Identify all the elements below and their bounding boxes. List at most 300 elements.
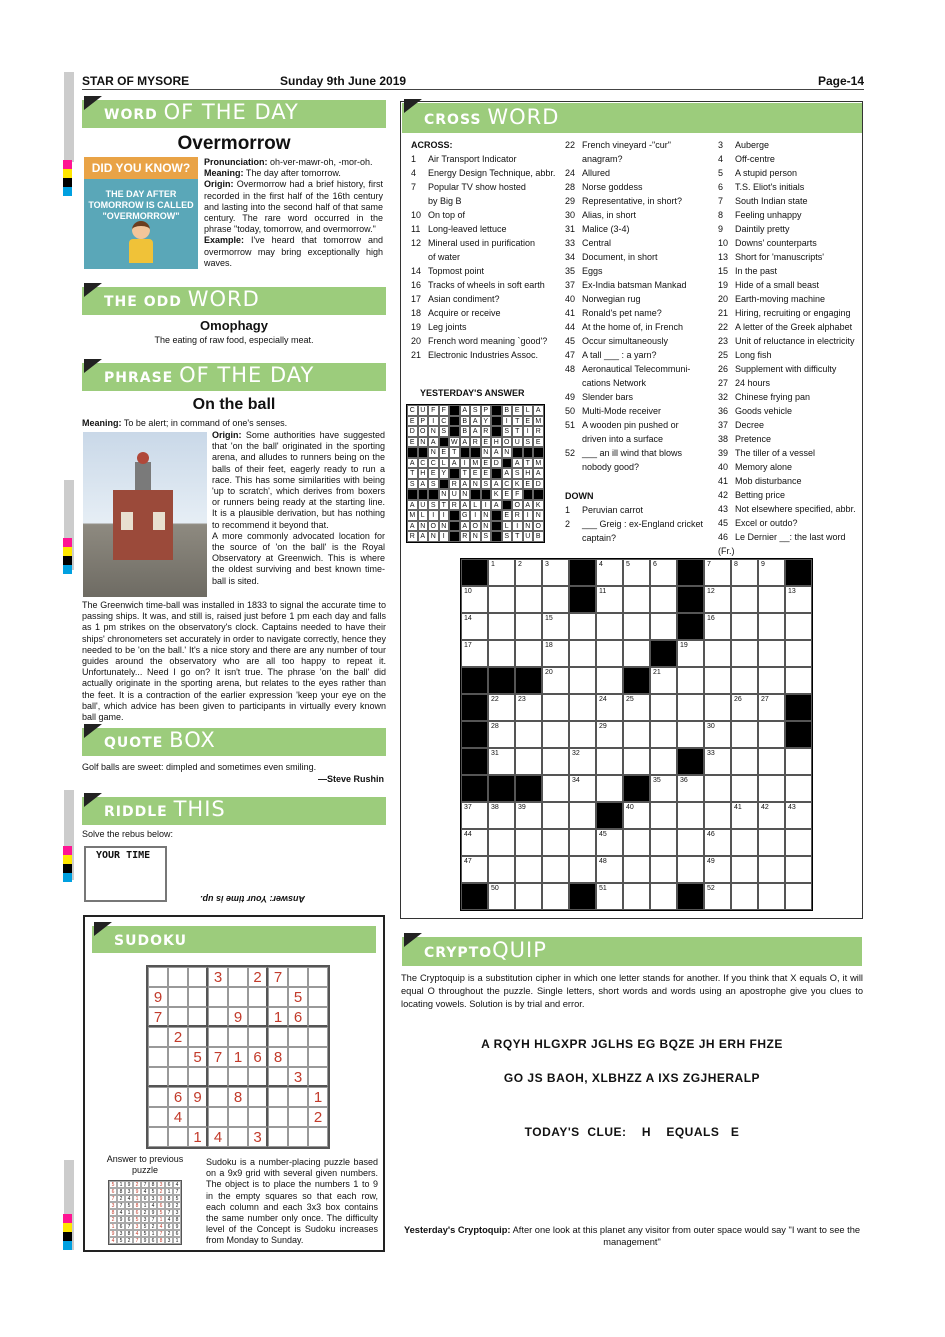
crossword-cell[interactable]	[569, 856, 596, 883]
answer-cell	[533, 489, 544, 500]
crossword-cell[interactable]	[704, 694, 731, 721]
sudoku-cell[interactable]	[308, 1127, 328, 1147]
phrase-title: On the ball	[192, 396, 276, 413]
crossword-cell[interactable]	[758, 586, 785, 613]
crossword-cell[interactable]	[596, 748, 623, 775]
clue: 21 Hiring, recruiting or engaging	[718, 308, 851, 318]
sudoku-grid[interactable]	[146, 965, 330, 1149]
crossword-cell[interactable]	[677, 856, 704, 883]
crossword-cell[interactable]	[785, 856, 812, 883]
crossword-cell[interactable]	[596, 640, 623, 667]
crossword-cell[interactable]: 10	[461, 586, 488, 613]
sudoku-cell[interactable]	[148, 1067, 168, 1087]
sudoku-cell[interactable]	[148, 1107, 168, 1127]
sudoku-cell[interactable]	[268, 1107, 288, 1127]
answer-cell: K	[491, 489, 502, 500]
crossword-cell[interactable]	[596, 667, 623, 694]
sudoku-cell[interactable]	[148, 1087, 168, 1107]
crossword-cell[interactable]	[785, 883, 812, 910]
sudoku-cell[interactable]	[268, 1127, 288, 1147]
crossword-cell[interactable]	[515, 829, 542, 856]
sudoku-cell[interactable]	[288, 1047, 308, 1067]
crossword-cell[interactable]	[731, 586, 758, 613]
crossword-cell[interactable]: 2	[515, 559, 542, 586]
crossword-cell[interactable]: 46	[704, 829, 731, 856]
crossword-cell[interactable]: 44	[461, 829, 488, 856]
crossword-cell[interactable]: 32	[569, 748, 596, 775]
sudoku-cell[interactable]	[208, 1107, 228, 1127]
sudoku-cell[interactable]: 3	[288, 1067, 308, 1087]
crossword-cell[interactable]	[650, 694, 677, 721]
sudoku-cell[interactable]: 2	[248, 967, 268, 987]
crossword-cell[interactable]	[731, 721, 758, 748]
crossword-cell[interactable]	[542, 586, 569, 613]
answer-cell: P	[481, 405, 492, 416]
answer-cell: 8	[109, 1209, 117, 1216]
crossword-cell[interactable]: 19	[677, 640, 704, 667]
crossword-cell[interactable]	[623, 829, 650, 856]
crossword-cell[interactable]	[731, 775, 758, 802]
crossword-cell[interactable]	[650, 829, 677, 856]
answer-cell: 8	[157, 1237, 165, 1244]
clue: 21 Electronic Industries Assoc.	[411, 350, 539, 360]
sudoku-cell[interactable]	[288, 1127, 308, 1147]
answer-cell: R	[533, 426, 544, 437]
sudoku-cell[interactable]	[248, 1067, 268, 1087]
sudoku-cell[interactable]	[228, 1107, 248, 1127]
crossword-cell[interactable]	[623, 586, 650, 613]
crossword-cell[interactable]	[731, 856, 758, 883]
sudoku-cell[interactable]: 7	[208, 1047, 228, 1067]
sudoku-cell[interactable]	[308, 1047, 328, 1067]
crossword-cell[interactable]	[785, 640, 812, 667]
crossword-cell[interactable]	[731, 667, 758, 694]
crossword-cell[interactable]	[758, 667, 785, 694]
crossword-cell[interactable]	[596, 613, 623, 640]
crossword-cell[interactable]	[650, 586, 677, 613]
clue: 45 Occur simultaneously	[565, 336, 669, 346]
sudoku-cell[interactable]	[168, 1067, 188, 1087]
answer-cell: 1	[165, 1188, 173, 1195]
crossword-cell[interactable]	[515, 721, 542, 748]
answer-cell: F	[428, 405, 439, 416]
crossword-cell[interactable]	[731, 829, 758, 856]
answer-cell	[449, 510, 460, 521]
crossword-cell[interactable]	[785, 613, 812, 640]
answer-cell: A	[491, 500, 502, 511]
answer-cell: E	[533, 437, 544, 448]
crossword-cell[interactable]	[677, 721, 704, 748]
crossword-cell[interactable]	[569, 721, 596, 748]
sudoku-cell[interactable]	[208, 987, 228, 1007]
crossword-cell[interactable]	[758, 856, 785, 883]
sudoku-cell[interactable]	[188, 967, 208, 987]
crossword-cell[interactable]: 11	[596, 586, 623, 613]
answer-cell: 9	[165, 1202, 173, 1209]
crossword-cell[interactable]: 22	[488, 694, 515, 721]
crossword-cell[interactable]: 15	[542, 613, 569, 640]
answer-cell: 2	[125, 1237, 133, 1244]
crossword-cell[interactable]: 26	[731, 694, 758, 721]
answer-cell: N	[523, 521, 534, 532]
crossword-cell[interactable]: 36	[677, 775, 704, 802]
answer-cell: S	[481, 479, 492, 490]
crossword-cell[interactable]: 43	[785, 802, 812, 829]
crossword-cell[interactable]: 33	[704, 748, 731, 775]
crossword-cell[interactable]: 24	[596, 694, 623, 721]
crossword-cell[interactable]	[569, 802, 596, 829]
sudoku-cell[interactable]	[288, 1027, 308, 1047]
crossword-cell[interactable]	[677, 829, 704, 856]
crossword-cell[interactable]	[650, 883, 677, 910]
sudoku-cell[interactable]	[228, 1027, 248, 1047]
sudoku-cell[interactable]: 9	[188, 1087, 208, 1107]
sudoku-cell[interactable]	[208, 1067, 228, 1087]
sudoku-cell[interactable]	[188, 1007, 208, 1027]
crossword-cell[interactable]: 41	[731, 802, 758, 829]
crossword-cell[interactable]	[785, 775, 812, 802]
crossword-cell[interactable]	[569, 667, 596, 694]
crossword-cell[interactable]	[758, 748, 785, 775]
sudoku-cell[interactable]	[148, 1027, 168, 1047]
crossword-cell[interactable]	[623, 883, 650, 910]
crossword-cell[interactable]	[569, 829, 596, 856]
clue: 42 Betting price	[718, 490, 786, 500]
answer-cell: 3	[165, 1237, 173, 1244]
black-square	[650, 640, 677, 667]
crossword-cell[interactable]	[650, 613, 677, 640]
crossword-cell[interactable]	[650, 802, 677, 829]
crossword-cell[interactable]: 27	[758, 694, 785, 721]
sudoku-cell[interactable]	[268, 1087, 288, 1107]
sudoku-cell[interactable]	[248, 1107, 268, 1127]
crossword-cell[interactable]	[650, 856, 677, 883]
clue: 40 Memory alone	[718, 462, 793, 472]
crossword-cell[interactable]	[650, 721, 677, 748]
crossword-cell[interactable]	[515, 883, 542, 910]
sudoku-cell[interactable]: 1	[188, 1127, 208, 1147]
crossword-grid[interactable]	[460, 558, 813, 911]
crossword-cell[interactable]: 9	[758, 559, 785, 586]
answer-cell: 9	[125, 1181, 133, 1188]
sudoku-cell[interactable]: 1	[308, 1087, 328, 1107]
crossword-cell[interactable]: 50	[488, 883, 515, 910]
sudoku-cell[interactable]	[168, 1007, 188, 1027]
answer-cell: 4	[141, 1188, 149, 1195]
sudoku-cell[interactable]	[148, 967, 168, 987]
crossword-cell[interactable]: 17	[461, 640, 488, 667]
crossword-cell[interactable]: 35	[650, 775, 677, 802]
crossword-cell[interactable]	[650, 748, 677, 775]
crossword-cell[interactable]: 49	[704, 856, 731, 883]
sudoku-cell[interactable]	[308, 1067, 328, 1087]
answer-cell: 3	[125, 1188, 133, 1195]
sudoku-cell[interactable]: 2	[308, 1107, 328, 1127]
sudoku-cell[interactable]: 6	[168, 1087, 188, 1107]
sudoku-cell[interactable]: 6	[288, 1007, 308, 1027]
crossword-cell[interactable]: 28	[488, 721, 515, 748]
crossword-cell[interactable]	[569, 694, 596, 721]
crossword-cell[interactable]	[758, 721, 785, 748]
answer-cell: A	[460, 437, 471, 448]
sudoku-cell[interactable]	[288, 1087, 308, 1107]
sudoku-cell[interactable]	[208, 1027, 228, 1047]
crossword-cell[interactable]: 21	[650, 667, 677, 694]
crossword-cell[interactable]: 31	[488, 748, 515, 775]
crossword-cell[interactable]	[515, 856, 542, 883]
sudoku-cell[interactable]	[268, 987, 288, 1007]
black-square	[677, 613, 704, 640]
crossword-cell[interactable]: 23	[515, 694, 542, 721]
crossword-cell[interactable]: 48	[596, 856, 623, 883]
answer-cell	[418, 447, 429, 458]
crossword-cell[interactable]	[758, 883, 785, 910]
sudoku-cell[interactable]: 8	[228, 1087, 248, 1107]
crossword-cell[interactable]	[623, 613, 650, 640]
crossword-cell[interactable]	[488, 613, 515, 640]
sudoku-cell[interactable]	[148, 1127, 168, 1147]
crossword-cell[interactable]: 4	[596, 559, 623, 586]
sudoku-cell[interactable]	[228, 967, 248, 987]
crossword-cell[interactable]	[704, 802, 731, 829]
crossword-cell[interactable]: 6	[650, 559, 677, 586]
crossword-cell[interactable]: 30	[704, 721, 731, 748]
crossword-cell[interactable]	[623, 721, 650, 748]
crossword-cell[interactable]	[623, 856, 650, 883]
sudoku-cell[interactable]: 4	[208, 1127, 228, 1147]
clue: 18 Acquire or receive	[411, 308, 501, 318]
sudoku-cell[interactable]	[308, 967, 328, 987]
rebus-box	[84, 846, 167, 902]
answer-cell: E	[407, 416, 418, 427]
crossword-cell[interactable]	[623, 748, 650, 775]
crossword-cell[interactable]	[542, 856, 569, 883]
sudoku-cell[interactable]	[288, 1107, 308, 1127]
sudoku-cell[interactable]	[308, 987, 328, 1007]
crossword-cell[interactable]	[677, 802, 704, 829]
crossword-cell[interactable]: 25	[623, 694, 650, 721]
sudoku-cell[interactable]	[168, 967, 188, 987]
clue: 31 Malice (3-4)	[565, 224, 630, 234]
crossword-cell[interactable]	[677, 667, 704, 694]
sudoku-cell[interactable]	[168, 1127, 188, 1147]
crossword-cell[interactable]: 12	[704, 586, 731, 613]
clue: 1 Air Transport Indicator	[411, 154, 517, 164]
rebus-text: YOUR TIME	[96, 850, 151, 861]
sudoku-cell[interactable]	[168, 1047, 188, 1067]
answer-cell: 8	[117, 1188, 125, 1195]
answer-cell: 9	[157, 1195, 165, 1202]
crossword-cell[interactable]: 16	[704, 613, 731, 640]
crossword-cell[interactable]	[542, 802, 569, 829]
crossword-cell[interactable]: 29	[596, 721, 623, 748]
answer-cell: E	[523, 416, 534, 427]
crossword-cell[interactable]: 42	[758, 802, 785, 829]
sudoku-cell[interactable]	[208, 1007, 228, 1027]
sudoku-cell[interactable]: 3	[248, 1127, 268, 1147]
black-square	[785, 694, 812, 721]
clue: 20 French word meaning `good'?	[411, 336, 548, 346]
sudoku-cell[interactable]	[308, 1007, 328, 1027]
clue: 41 Mob disturbance	[718, 476, 802, 486]
sudoku-cell[interactable]	[228, 1127, 248, 1147]
crossword-cell[interactable]: 37	[461, 802, 488, 829]
crossword-cell[interactable]	[515, 748, 542, 775]
black-square	[785, 559, 812, 586]
answer-cell: 1	[125, 1209, 133, 1216]
clue: 11 Long-leaved lettuce	[411, 224, 507, 234]
answer-cell: S	[428, 479, 439, 490]
sudoku-cell[interactable]	[168, 987, 188, 1007]
crossword-cell[interactable]	[542, 775, 569, 802]
crossword-cell[interactable]	[488, 586, 515, 613]
crossword-cell[interactable]	[488, 640, 515, 667]
crossword-cell[interactable]	[731, 748, 758, 775]
crossword-cell[interactable]: 39	[515, 802, 542, 829]
crossword-cell[interactable]	[596, 775, 623, 802]
crossword-cell[interactable]	[785, 748, 812, 775]
sudoku-cell[interactable]	[188, 987, 208, 1007]
crossword-cell[interactable]	[569, 613, 596, 640]
crossword-cell[interactable]: 52	[704, 883, 731, 910]
answer-cell: F	[439, 405, 450, 416]
sudoku-cell[interactable]	[188, 1107, 208, 1127]
sudoku-cell[interactable]	[248, 987, 268, 1007]
crossword-cell[interactable]: 18	[542, 640, 569, 667]
crossword-cell[interactable]: 14	[461, 613, 488, 640]
answer-cell: 3	[109, 1202, 117, 1209]
answer-cell: 2	[149, 1223, 157, 1230]
crossword-cell[interactable]: 20	[542, 667, 569, 694]
crossword-cell[interactable]	[758, 829, 785, 856]
crossword-cell[interactable]	[542, 829, 569, 856]
color-bar	[63, 160, 72, 196]
answer-cell	[523, 447, 534, 458]
crossword-cell[interactable]: 1	[488, 559, 515, 586]
crossword-cell[interactable]: 7	[704, 559, 731, 586]
phrase-origin: Origin: Some authorities have suggested that 'on the ball' originated in the sporting arena, and alludes to runners being on the balls of their feet, eagerly ready to run a race. This has some similarities with being 'up to scratch', which derives from boxers or runners being ready at the starting line. It is a plausible derivation, but has nothing to recommend it beyond that. A more commonly advocated location for the source of 'on the ball' is the Royal Observatory at Greenwich. This is where the oldest surviving and best known time-ball is sited.	[212, 430, 385, 586]
sudoku-cell[interactable]	[188, 1027, 208, 1047]
sudoku-cell[interactable]: 3	[208, 967, 228, 987]
sudoku-cell[interactable]: 7	[268, 967, 288, 987]
answer-cell: A	[460, 405, 471, 416]
sudoku-cell[interactable]: 5	[188, 1047, 208, 1067]
black-square	[569, 559, 596, 586]
clue: 19 Hide of a small beast	[718, 280, 820, 290]
sudoku-cell[interactable]	[148, 1047, 168, 1067]
sudoku-cell[interactable]: 1	[268, 1007, 288, 1027]
sudoku-cell[interactable]	[288, 967, 308, 987]
crossword-cell[interactable]: 34	[569, 775, 596, 802]
page-number: Page-14	[817, 74, 864, 88]
crossword-cell[interactable]	[515, 640, 542, 667]
clue: 20 Earth-moving machine	[718, 294, 826, 304]
crossword-cell[interactable]	[758, 640, 785, 667]
answer-cell: R	[407, 531, 418, 542]
crossword-cell[interactable]: 47	[461, 856, 488, 883]
crossword-cell[interactable]: 13	[785, 586, 812, 613]
sudoku-cell[interactable]	[308, 1027, 328, 1047]
answer-cell: 5	[157, 1209, 165, 1216]
yesterday-cryptoquip: Yesterday's Cryptoquip: After one look at this planet any visitor from outer space would say "I want to see the management"	[403, 1225, 861, 1247]
crossword-cell[interactable]: 45	[596, 829, 623, 856]
crossword-cell[interactable]	[515, 613, 542, 640]
wotd-body: Pronunciation: oh-ver-mawr-oh, -mor-oh. Meaning: The day after tomorrow. Origin: Overmorrow had a brief history, first recorded in the first half of the 16th century and lasting into the second half of that same century. The rare word occurred in the phrase "today, tomorrow, and overmorrow." Example: I've heard that tomorrow and overmorrow may bring exceptionally high waves.	[204, 157, 383, 268]
across-clues-1	[411, 152, 561, 362]
sudoku-cell[interactable]: 9	[148, 987, 168, 1007]
cryptoquip-clue: TODAY'S CLUE: H EQUALS E	[524, 1125, 740, 1139]
crossword-cell[interactable]: 38	[488, 802, 515, 829]
crossword-cell[interactable]	[542, 883, 569, 910]
crossword-cell[interactable]	[731, 613, 758, 640]
crossword-cell[interactable]: 8	[731, 559, 758, 586]
answer-cell: 5	[141, 1223, 149, 1230]
answer-cell: N	[418, 437, 429, 448]
crossword-cell[interactable]	[677, 694, 704, 721]
answer-cell: 4	[173, 1181, 181, 1188]
crossword-cell[interactable]: 3	[542, 559, 569, 586]
black-square	[623, 667, 650, 694]
crossword-cell[interactable]	[623, 640, 650, 667]
crossword-cell[interactable]	[515, 586, 542, 613]
crossword-cell[interactable]	[704, 667, 731, 694]
sudoku-cell[interactable]	[268, 1067, 288, 1087]
sudoku-cell[interactable]: 1	[228, 1047, 248, 1067]
crossword-cell[interactable]	[731, 640, 758, 667]
sudoku-cell[interactable]: 2	[168, 1027, 188, 1047]
crossword-cell[interactable]	[785, 829, 812, 856]
crossword-cell[interactable]	[758, 775, 785, 802]
crossword-cell[interactable]	[704, 775, 731, 802]
black-square	[461, 667, 488, 694]
answer-cell: T	[449, 447, 460, 458]
clue: 6 T.S. Eliot's initials	[718, 182, 805, 192]
sudoku-cell[interactable]	[248, 1027, 268, 1047]
crossword-cell[interactable]	[569, 640, 596, 667]
crossword-cell[interactable]	[542, 721, 569, 748]
answer-cell: E	[439, 447, 450, 458]
crossword-cell[interactable]	[785, 667, 812, 694]
crossword-cell[interactable]: 40	[623, 802, 650, 829]
sudoku-cell[interactable]: 5	[288, 987, 308, 1007]
sudoku-cell[interactable]	[188, 1067, 208, 1087]
crossword-cell[interactable]	[488, 856, 515, 883]
crossword-cell[interactable]	[758, 613, 785, 640]
sudoku-cell[interactable]	[248, 1087, 268, 1107]
sudoku-cell[interactable]	[228, 987, 248, 1007]
sudoku-cell[interactable]: 4	[168, 1107, 188, 1127]
crossword-cell[interactable]	[488, 829, 515, 856]
answer-cell: 6	[149, 1237, 157, 1244]
sudoku-cell[interactable]	[228, 1067, 248, 1087]
crossword-cell[interactable]	[704, 640, 731, 667]
crossword-cell[interactable]: 5	[623, 559, 650, 586]
answer-cell: 3	[149, 1195, 157, 1202]
sudoku-cell[interactable]	[248, 1007, 268, 1027]
crossword-cell[interactable]	[542, 694, 569, 721]
sudoku-cell[interactable]: 9	[228, 1007, 248, 1027]
crossword-cell[interactable]	[731, 883, 758, 910]
crossword-cell[interactable]	[542, 748, 569, 775]
sudoku-cell[interactable]	[268, 1027, 288, 1047]
sudoku-cell[interactable]: 8	[268, 1047, 288, 1067]
sudoku-cell[interactable]	[208, 1087, 228, 1107]
sudoku-cell[interactable]: 6	[248, 1047, 268, 1067]
crossword-cell[interactable]: 51	[596, 883, 623, 910]
answer-cell: 9	[141, 1237, 149, 1244]
clue: 2 ___ Greig : ex-England cricket	[565, 519, 704, 529]
sudoku-cell[interactable]: 7	[148, 1007, 168, 1027]
